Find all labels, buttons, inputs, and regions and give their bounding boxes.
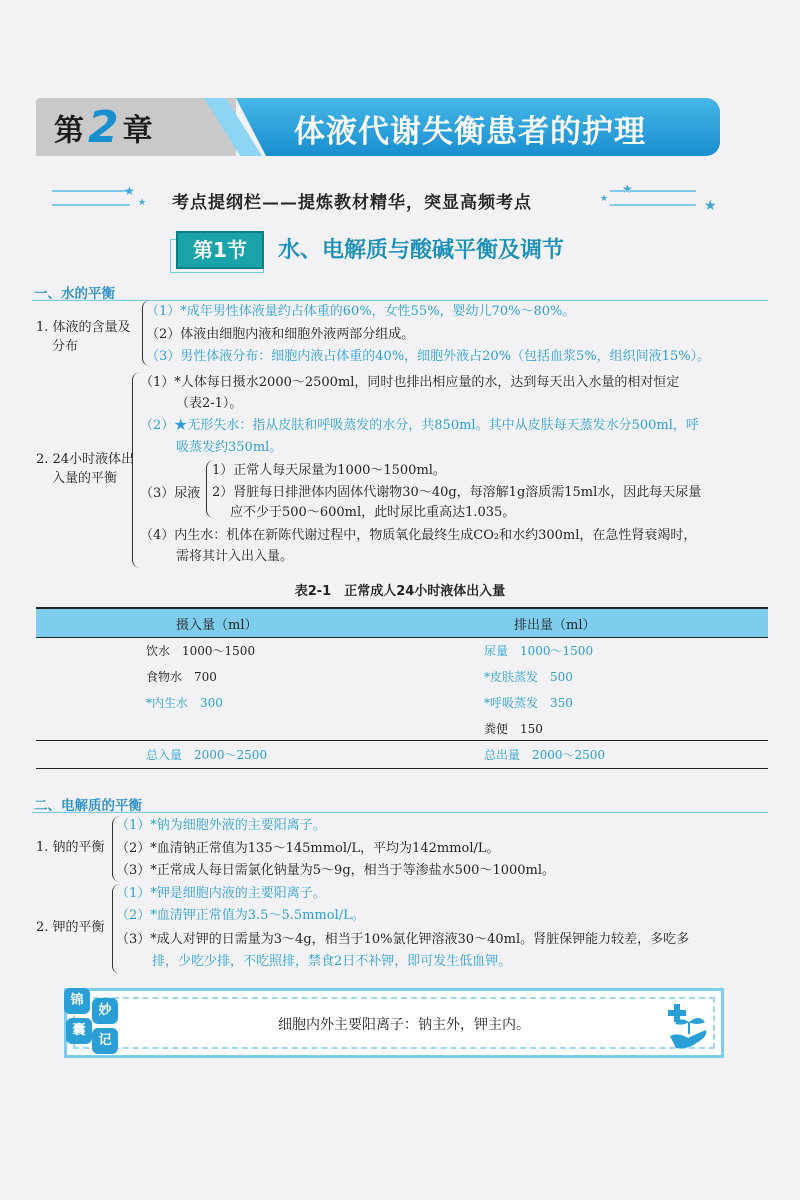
col-output: 排出量（ml）: [514, 618, 596, 633]
item-cont: 排，少吃少排，不吃照排，禁食2日不补钾，即可发生低血钾。: [152, 954, 512, 969]
badge: 妙: [92, 998, 118, 1024]
badge: 记: [92, 1028, 118, 1054]
label-fluid-content-2: 分布: [52, 339, 79, 354]
table-title: 表2-1 正常成人24小时液体出入量: [294, 584, 506, 599]
sub-item: 2）肾脏每日排泄体内固体代谢物30～40g，每溶解1g溶质需15ml水，因此每天尿量: [212, 485, 702, 500]
star-icon: ★: [704, 198, 717, 214]
item-cont: 需将其计入出入量。: [176, 549, 294, 564]
chapter-prefix: 第: [54, 113, 84, 149]
item: （1）*钾是细胞内液的主要阳离子。: [116, 886, 326, 901]
outline-bar: [0, 182, 800, 214]
table-cell: 食物水 700: [146, 670, 217, 684]
decor-lines-right: [610, 190, 696, 206]
outline-text: 考点提纲栏——提炼教材精华，突显高频考点: [172, 193, 532, 213]
hand-plant-icon: [664, 1000, 714, 1054]
item: （1）*钠为细胞外液的主要阳离子。: [116, 818, 326, 833]
table-rule: [36, 768, 768, 769]
table-cell: *呼吸蒸发 350: [484, 696, 573, 710]
chapter-title: 体液代谢失衡患者的护理: [294, 114, 646, 150]
item-text: （2）*血清钠正常值为135～145mmol/L，平均为142mmol/L。: [116, 841, 500, 856]
item: （3）男性体液分布：细胞内液占体重的40%，细胞外液占20%（包括血浆5%，组织间液15%）。: [146, 349, 711, 364]
table-cell: 饮水 1000～1500: [146, 644, 256, 658]
heading-electrolyte: 二、电解质的平衡: [34, 798, 142, 814]
table-cell: 尿量 1000～1500: [484, 644, 594, 658]
item: （2）★无形失水：指从皮肤和呼吸蒸发的水分，共850ml。其中从皮肤每天蒸发水分500ml，呼: [140, 418, 699, 433]
col-intake: 摄入量（ml）: [176, 618, 258, 633]
table-cell: *皮肤蒸发 500: [484, 670, 573, 684]
table-cell: *内生水 300: [146, 696, 223, 710]
chapter-banner: [36, 98, 720, 156]
sub-item-cont: 应不少于500～600ml，此时尿比重高达1.035。: [230, 505, 516, 520]
badge: 锦: [64, 988, 90, 1014]
sub-item: 1）正常人每天尿量为1000～1500ml。: [212, 463, 446, 478]
label-fluid-content: 1. 体液的含量及: [36, 320, 131, 335]
table-total: 总入量 2000～2500: [146, 748, 268, 762]
chapter-number: [54, 102, 153, 153]
label-24h-balance: 2. 24小时液体出: [36, 452, 135, 467]
star-icon: ★: [622, 182, 633, 196]
item: [116, 839, 500, 858]
star-icon: ★: [124, 184, 135, 198]
item: （2）*血清钾正常值为3.5～5.5mmol/L。: [116, 908, 365, 923]
heading-rule: [32, 300, 768, 301]
mnemonic-text: 细胞内外主要阳离子：钠主外，钾主内。: [278, 1017, 530, 1033]
item-cont: （表2-1）。: [176, 396, 243, 411]
badge: 囊: [66, 1018, 92, 1044]
table-header: [36, 607, 768, 638]
item: （4）内生水：机体在新陈代谢过程中，物质氧化最终生成CO₂和水约300ml，在急性肾衰竭时，: [140, 528, 697, 543]
label-potassium: 2. 钾的平衡: [36, 920, 105, 935]
item-cont: 吸蒸发约350ml。: [176, 440, 283, 455]
mnemonic-badges: [60, 980, 140, 1060]
table-cell: 粪便 150: [484, 722, 543, 736]
item-text: （1）*人体每日摄水2000～2500ml，同时也排出相应量的水，达到每天出入水量的相对恒定: [140, 375, 680, 390]
chapter-num: 2: [88, 102, 119, 153]
star-icon: ★: [138, 198, 147, 208]
item: [140, 373, 679, 392]
item: （1）*成年男性体液量约占体重的60%，女性55%，婴幼儿70%～80%。: [146, 304, 576, 319]
table-total: 总出量 2000～2500: [484, 748, 606, 762]
item: （3）*正常成人每日需氯化钠量为5～9g，相当于等渗盐水500～1000ml。: [116, 863, 556, 878]
item: （3）*成人对钾的日需量为3～4g，相当于10%氯化钾溶液30～40ml。肾脏保钾能力较差，多吃多: [116, 932, 690, 947]
label-sodium: 1. 钠的平衡: [36, 840, 105, 855]
heading-rule: [32, 812, 768, 813]
star-icon: ★: [600, 194, 609, 204]
chapter-suffix: 章: [122, 113, 153, 149]
item: （2）体液由细胞内液和细胞外液两部分组成。: [146, 327, 415, 342]
decor-lines-left: [52, 190, 130, 206]
table-rule: [36, 740, 768, 741]
label-24h-balance-2: 入量的平衡: [52, 471, 118, 486]
heading-water-balance: 一、水的平衡: [34, 286, 115, 302]
item-urine-label: （3）尿液: [140, 486, 201, 501]
section-label: 第1节: [176, 231, 264, 269]
section-title: 水、电解质与酸碱平衡及调节: [278, 238, 565, 263]
